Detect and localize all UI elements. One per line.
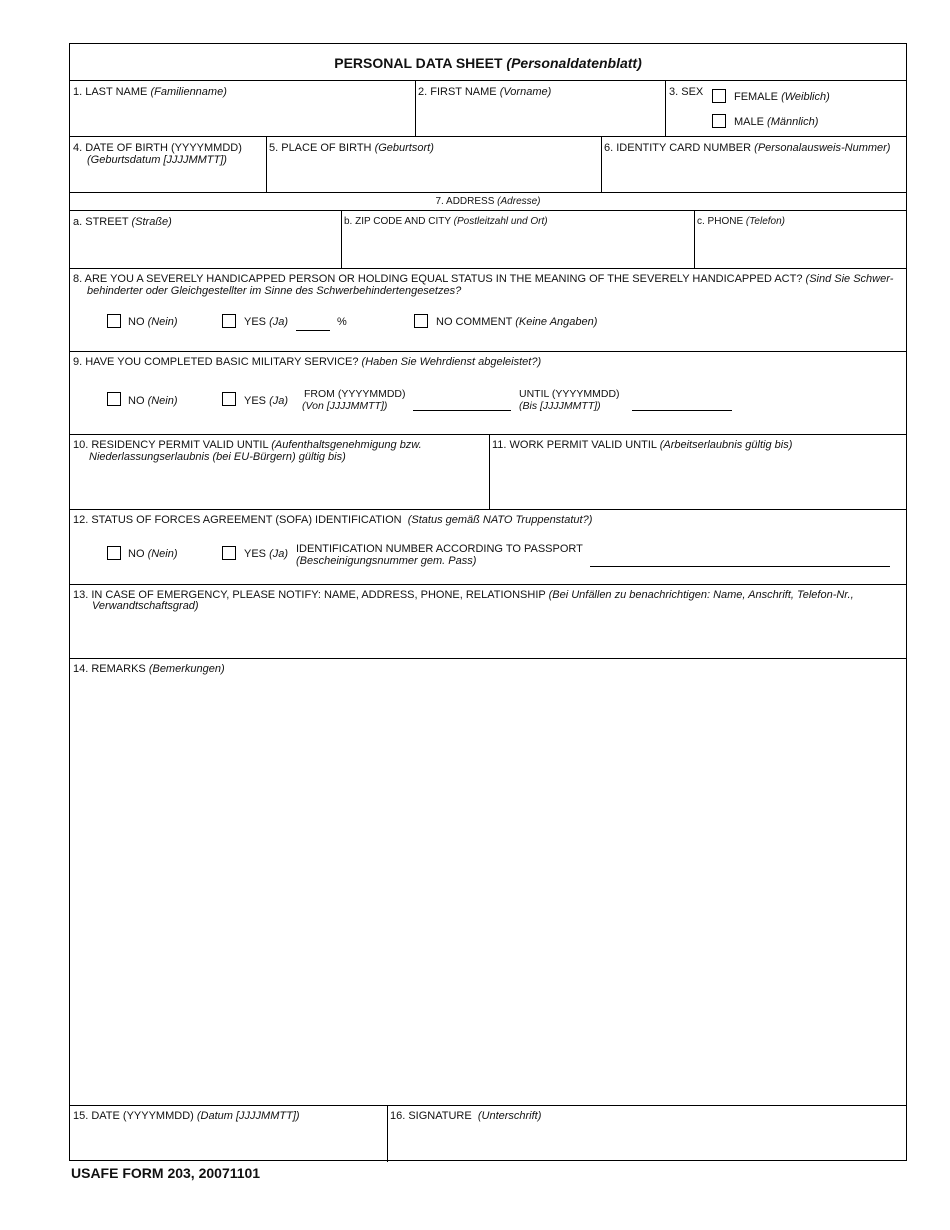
q9-until-field[interactable]	[632, 410, 732, 411]
q8-yes-label: YES (Ja)	[244, 316, 289, 328]
divider	[70, 434, 906, 435]
divider	[70, 210, 906, 211]
q9-from-field[interactable]	[413, 410, 511, 411]
divider	[694, 210, 695, 268]
remarks-label: 14. REMARKS (Bemerkungen)	[73, 663, 225, 675]
divider	[601, 136, 602, 192]
street-label: a. STREET (Straße)	[73, 216, 172, 228]
q9-no-checkbox[interactable]	[107, 392, 121, 406]
divider	[489, 434, 490, 509]
female-checkbox[interactable]	[712, 89, 726, 103]
male-checkbox[interactable]	[712, 114, 726, 128]
q8-text-line1: 8. ARE YOU A SEVERELY HANDICAPPED PERSON OR HOLDING EQUAL STATUS IN THE MEANING OF THE SEVERELY HANDICAPPED ACT? (Sind Sie Schwer-	[73, 273, 894, 285]
form-number: USAFE FORM 203, 20071101	[71, 1165, 261, 1181]
title-main: PERSONAL DATA SHEET	[334, 55, 503, 71]
divider	[70, 80, 906, 81]
q12-idnum-label-de: (Bescheinigungsnummer gem. Pass)	[296, 555, 477, 567]
q8-percent-sign: %	[337, 316, 347, 328]
date-of-birth-label-de: (Geburtsdatum [JJJJMMTT])	[87, 154, 227, 166]
divider	[415, 80, 416, 136]
divider	[266, 136, 267, 192]
sex-label: 3. SEX	[669, 86, 704, 98]
identity-card-label: 6. IDENTITY CARD NUMBER (Personalausweis-Nummer)	[604, 142, 891, 154]
q12-idnum-field[interactable]	[590, 566, 890, 567]
personal-data-form	[69, 43, 907, 1161]
divider	[70, 192, 906, 193]
emergency-contact-label-de: Verwandtschaftsgrad)	[92, 600, 199, 612]
q8-percent-field[interactable]	[296, 330, 330, 331]
q9-text: 9. HAVE YOU COMPLETED BASIC MILITARY SERVICE? (Haben Sie Wehrdienst abgeleistet?)	[73, 356, 542, 368]
q9-yes-checkbox[interactable]	[222, 392, 236, 406]
q8-text-line2: behinderter oder Gleichgestellter im Sinne des Schwerbehindertengesetzes?	[87, 285, 462, 297]
q9-from-label-de: (Von [JJJJMMTT])	[302, 400, 388, 412]
q9-from-label: FROM (YYYYMMDD)	[304, 388, 406, 400]
date-of-birth-label: 4. DATE OF BIRTH (YYYYMMDD)	[73, 142, 242, 154]
divider	[70, 136, 906, 137]
q12-yes-label: YES (Ja)	[244, 548, 289, 560]
emergency-contact-label: 13. IN CASE OF EMERGENCY, PLEASE NOTIFY: NAME, ADDRESS, PHONE, RELATIONSHIP (Bei Unfällen zu benachrichtigen: Name, Anschrift, Telefon-Nr.,	[73, 589, 854, 601]
divider	[70, 268, 906, 269]
divider	[387, 1105, 388, 1162]
phone-label: c. PHONE (Telefon)	[697, 216, 786, 227]
last-name-label: 1. LAST NAME (Familienname)	[73, 86, 227, 98]
divider	[70, 351, 906, 352]
q9-until-label-de: (Bis [JJJJMMTT])	[519, 400, 601, 412]
address-header: 7. ADDRESS (Adresse)	[435, 196, 541, 207]
male-label: MALE (Männlich)	[734, 116, 819, 128]
work-permit-label: 11. WORK PERMIT VALID UNTIL (Arbeitserlaubnis gültig bis)	[492, 439, 793, 451]
place-of-birth-label: 5. PLACE OF BIRTH (Geburtsort)	[269, 142, 434, 154]
sofa-label: 12. STATUS OF FORCES AGREEMENT (SOFA) IDENTIFICATION (Status gemäß NATO Truppenstatut?)	[73, 514, 593, 526]
form-title	[70, 55, 906, 71]
date-label: 15. DATE (YYYYMMDD) (Datum [JJJJMMTT])	[73, 1110, 300, 1122]
q8-nocomment-label: NO COMMENT (Keine Angaben)	[436, 316, 598, 328]
q12-idnum-label: IDENTIFICATION NUMBER ACCORDING TO PASSPORT	[296, 543, 583, 555]
zip-city-label: b. ZIP CODE AND CITY (Postleitzahl und Ort)	[344, 216, 548, 227]
q12-yes-checkbox[interactable]	[222, 546, 236, 560]
q9-until-label: UNTIL (YYYYMMDD)	[519, 388, 620, 400]
q12-no-label: NO (Nein)	[128, 548, 178, 560]
q8-no-label: NO (Nein)	[128, 316, 178, 328]
q8-no-checkbox[interactable]	[107, 314, 121, 328]
divider	[70, 509, 906, 510]
residency-permit-label-de: Niederlassungserlaubnis (bei EU-Bürgern) gültig bis)	[89, 451, 346, 463]
q9-no-label: NO (Nein)	[128, 395, 178, 407]
q8-nocomment-checkbox[interactable]	[414, 314, 428, 328]
q8-yes-checkbox[interactable]	[222, 314, 236, 328]
title-sub: (Personaldatenblatt)	[506, 55, 642, 71]
divider	[341, 210, 342, 268]
divider	[70, 584, 906, 585]
signature-label: 16. SIGNATURE (Unterschrift)	[390, 1110, 542, 1122]
first-name-label: 2. FIRST NAME (Vorname)	[418, 86, 552, 98]
divider	[70, 1105, 906, 1106]
q9-yes-label: YES (Ja)	[244, 395, 289, 407]
divider	[665, 80, 666, 136]
q12-no-checkbox[interactable]	[107, 546, 121, 560]
female-label: FEMALE (Weiblich)	[734, 91, 830, 103]
residency-permit-label: 10. RESIDENCY PERMIT VALID UNTIL (Aufenthaltsgenehmigung bzw.	[73, 439, 422, 451]
divider	[70, 658, 906, 659]
